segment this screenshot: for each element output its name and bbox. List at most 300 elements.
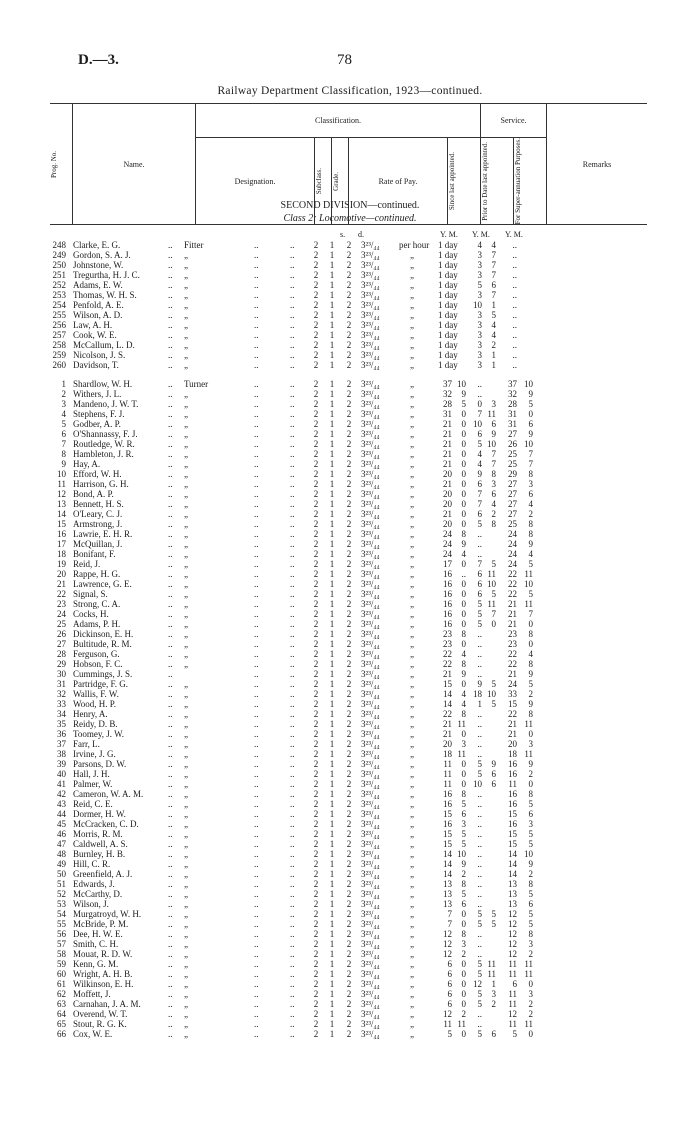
employee-name: Mouat, R. D. W. (73, 949, 133, 959)
rate-shillings: 2 (346, 429, 352, 439)
leader-dots: .. (168, 699, 173, 709)
rate-shillings: 2 (346, 389, 352, 399)
rate-unit: „ (410, 849, 414, 859)
leader-dots: .. (168, 729, 173, 739)
designation: „ (184, 439, 188, 449)
grade: 1 (329, 839, 335, 849)
rate-unit: „ (410, 310, 414, 320)
grade: 1 (329, 619, 335, 629)
leader-dots: .. (254, 529, 259, 539)
leader-dots: .. (290, 999, 295, 1009)
rate-unit: „ (410, 759, 414, 769)
service-super-years: 15 (508, 809, 517, 819)
service-prior-years: .. (477, 1019, 482, 1029)
service-since-months: 6 (461, 899, 466, 909)
rate-pence: 3²³/₄₄ (361, 419, 380, 429)
service-since-years: 16 (443, 799, 452, 809)
service-since-years: 6 (447, 979, 452, 989)
service-since-years: 18 (443, 749, 452, 759)
prog-no: 252 (52, 280, 66, 290)
service-prior-years: .. (477, 749, 482, 759)
service-since-years: 14 (443, 869, 452, 879)
employee-name: Bond, A. P. (73, 489, 114, 499)
leader-dots: .. (290, 759, 295, 769)
leader-dots: .. (168, 819, 173, 829)
leader-dots: .. (290, 1009, 295, 1019)
leader-dots: .. (290, 300, 295, 310)
designation: „ (184, 779, 188, 789)
subclass: 2 (313, 729, 319, 739)
grade: 1 (329, 829, 335, 839)
table-row (0, 350, 700, 360)
service-prior-years: 9 (477, 469, 482, 479)
service-since-years: 16 (443, 589, 452, 599)
service-super-years: .. (512, 310, 517, 320)
service-super-years: 13 (508, 879, 517, 889)
rate-shillings: 2 (346, 849, 352, 859)
service-prior-years: 3 (477, 250, 482, 260)
prog-no: 59 (57, 959, 66, 969)
service-since-last: 1 day (438, 270, 458, 280)
service-since-years: 7 (447, 909, 452, 919)
leader-dots: .. (168, 320, 173, 330)
leader-dots: .. (254, 240, 259, 250)
leader-dots: .. (254, 789, 259, 799)
service-since-months: 0 (461, 619, 466, 629)
leader-dots: .. (254, 799, 259, 809)
service-prior-months: 5 (491, 699, 496, 709)
rate-unit: „ (410, 789, 414, 799)
leader-dots: .. (168, 789, 173, 799)
service-prior-years: .. (477, 819, 482, 829)
grade: 1 (329, 599, 335, 609)
rate-unit: „ (410, 679, 414, 689)
service-prior-months: 3 (491, 399, 496, 409)
rate-shillings: 2 (346, 579, 352, 589)
service-since-months: 0 (461, 759, 466, 769)
service-since-months: 8 (461, 709, 466, 719)
designation: „ (184, 270, 188, 280)
leader-dots: .. (168, 489, 173, 499)
service-prior-months: 9 (491, 429, 496, 439)
service-super-years: 12 (508, 1009, 517, 1019)
service-prior-months: 3 (491, 479, 496, 489)
subclass: 2 (313, 829, 319, 839)
table-row (0, 699, 700, 709)
service-since-months: .. (461, 569, 466, 579)
designation: „ (184, 739, 188, 749)
rate-pence: 3²³/₄₄ (361, 689, 380, 699)
table-row (0, 539, 700, 549)
service-prior-years: 6 (477, 509, 482, 519)
service-since-last: 1 day (438, 280, 458, 290)
leader-dots: .. (290, 879, 295, 889)
rate-shillings: 2 (346, 759, 352, 769)
rate-unit: „ (410, 869, 414, 879)
employee-name: Adams, P. H. (73, 619, 121, 629)
table-row (0, 839, 700, 849)
subclass: 2 (313, 469, 319, 479)
rate-pence: 3²³/₄₄ (361, 619, 380, 629)
leader-dots: .. (168, 340, 173, 350)
service-super-years: 14 (508, 849, 517, 859)
prog-no: 41 (57, 779, 66, 789)
designation: „ (184, 749, 188, 759)
service-super-years: 22 (508, 569, 517, 579)
leader-dots: .. (290, 270, 295, 280)
leader-dots: .. (290, 539, 295, 549)
leader-dots: .. (168, 889, 173, 899)
service-prior-years: .. (477, 789, 482, 799)
table-row (0, 779, 700, 789)
service-super-months: 9 (528, 859, 533, 869)
employee-name: Ferguson, G. (73, 649, 120, 659)
leader-dots: .. (290, 549, 295, 559)
service-super-years: 25 (508, 519, 517, 529)
leader-dots: .. (168, 439, 173, 449)
subclass: 2 (313, 669, 319, 679)
prog-no: 5 (61, 419, 66, 429)
employee-name: Dee, H. W. E. (73, 929, 123, 939)
service-prior-years: .. (477, 1009, 482, 1019)
employee-name: Carnahan, J. A. M. (73, 999, 141, 1009)
service-super-months: 0 (528, 409, 533, 419)
table-row (0, 679, 700, 689)
leader-dots: .. (290, 489, 295, 499)
prog-no: 255 (52, 310, 66, 320)
table-row (0, 549, 700, 559)
subclass: 2 (313, 489, 319, 499)
leader-dots: .. (168, 579, 173, 589)
rate-unit: „ (410, 999, 414, 1009)
service-prior-years: 5 (477, 599, 482, 609)
leader-dots: .. (254, 439, 259, 449)
prog-no: 24 (57, 609, 66, 619)
rate-pence: 3²³/₄₄ (361, 260, 380, 270)
rate-pence: 3²³/₄₄ (361, 819, 380, 829)
prog-no: 36 (57, 729, 66, 739)
leader-dots: .. (290, 260, 295, 270)
service-since-months: 4 (461, 649, 466, 659)
employee-name: Shardlow, W. H. (73, 379, 133, 389)
service-super-years: 27 (508, 479, 517, 489)
service-super-months: 4 (528, 499, 533, 509)
service-since-years: 21 (443, 449, 452, 459)
table-row (0, 949, 700, 959)
rate-shillings: 2 (346, 639, 352, 649)
leader-dots: .. (168, 270, 173, 280)
service-super-years: 16 (508, 819, 517, 829)
rate-of-pay-header: Rate of Pay. (349, 138, 448, 225)
employee-name: Lawrence, G. E. (73, 579, 132, 589)
rate-pence: 3²³/₄₄ (361, 869, 380, 879)
rate-pence: 3²³/₄₄ (361, 859, 380, 869)
service-since-months: 3 (461, 819, 466, 829)
service-super-months: 11 (524, 959, 533, 969)
leader-dots: .. (254, 859, 259, 869)
prog-no: 51 (57, 879, 66, 889)
rate-shillings: 2 (346, 549, 352, 559)
prog-no: 44 (57, 809, 66, 819)
table-row (0, 919, 700, 929)
leader-dots: .. (290, 579, 295, 589)
service-super-months: 5 (528, 559, 533, 569)
table-row (0, 609, 700, 619)
service-prior-years: 7 (477, 409, 482, 419)
leader-dots: .. (254, 399, 259, 409)
rate-pence: 3²³/₄₄ (361, 469, 380, 479)
grade: 1 (329, 310, 335, 320)
leader-dots: .. (168, 999, 173, 1009)
designation: „ (184, 499, 188, 509)
leader-dots: .. (168, 759, 173, 769)
employee-name: Greenfield, A. J. (73, 869, 133, 879)
rate-pence: 3²³/₄₄ (361, 439, 380, 449)
rate-shillings: 2 (346, 889, 352, 899)
rate-shillings: 2 (346, 270, 352, 280)
rate-unit: „ (410, 979, 414, 989)
rate-pence: 3²³/₄₄ (361, 659, 380, 669)
employee-name: Toomey, J. W. (73, 729, 125, 739)
designation: Fitter (184, 240, 204, 250)
service-since-months: 0 (461, 469, 466, 479)
page-title: Railway Department Classification, 1923—continued. (217, 85, 483, 97)
rate-shillings: 2 (346, 899, 352, 909)
service-super-years: 21 (508, 719, 517, 729)
service-since-months: 4 (461, 699, 466, 709)
service-super-months: 0 (528, 779, 533, 789)
prog-no: 29 (57, 659, 66, 669)
subclass: 2 (313, 340, 319, 350)
table-row (0, 519, 700, 529)
leader-dots: .. (254, 360, 259, 370)
rate-shillings: 2 (346, 399, 352, 409)
leader-dots: .. (168, 310, 173, 320)
leader-dots: .. (168, 929, 173, 939)
leader-dots: .. (254, 779, 259, 789)
employee-name: Parsons, D. W. (73, 759, 127, 769)
service-since-years: 20 (443, 739, 452, 749)
table-row (0, 379, 700, 389)
prog-no: 47 (57, 839, 66, 849)
subclass: 2 (313, 889, 319, 899)
subclass: 2 (313, 819, 319, 829)
leader-dots: .. (168, 849, 173, 859)
leader-dots: .. (168, 419, 173, 429)
rate-unit: „ (410, 799, 414, 809)
leader-dots: .. (168, 909, 173, 919)
service-since-years: 21 (443, 719, 452, 729)
service-super-months: 9 (528, 539, 533, 549)
service-since-years: 13 (443, 889, 452, 899)
employee-name: Stout, R. G. K. (73, 1019, 127, 1029)
grade: 1 (329, 769, 335, 779)
service-since-months: 11 (457, 719, 466, 729)
service-prior-years: 6 (477, 589, 482, 599)
rate-pence: 3²³/₄₄ (361, 939, 380, 949)
service-super-months: 6 (528, 419, 533, 429)
leader-dots: .. (254, 429, 259, 439)
rate-unit: „ (410, 669, 414, 679)
service-prior-years: .. (477, 629, 482, 639)
subclass: 2 (313, 350, 319, 360)
leader-dots: .. (254, 389, 259, 399)
rate-pence: 3²³/₄₄ (361, 389, 380, 399)
table-row (0, 340, 700, 350)
rate-pence: 3²³/₄₄ (361, 759, 380, 769)
leader-dots: .. (254, 350, 259, 360)
leader-dots: .. (168, 1009, 173, 1019)
table-row (0, 769, 700, 779)
leader-dots: .. (254, 899, 259, 909)
service-super-years: 21 (508, 599, 517, 609)
service-prior-years: .. (477, 529, 482, 539)
service-since-months: 0 (461, 499, 466, 509)
table-row (0, 849, 700, 859)
service-prior-years: 5 (477, 959, 482, 969)
service-since-months: 0 (461, 519, 466, 529)
rate-pence: 3²³/₄₄ (361, 769, 380, 779)
service-super-months: 3 (528, 479, 533, 489)
designation: „ (184, 929, 188, 939)
leader-dots: .. (254, 569, 259, 579)
service-prior-years: 3 (477, 330, 482, 340)
service-prior-years: 10 (473, 779, 482, 789)
employee-name: Hay, A. (73, 459, 101, 469)
leader-dots: .. (254, 659, 259, 669)
service-super-years: 11 (508, 989, 517, 999)
rate-shillings: 2 (346, 679, 352, 689)
prog-no: 60 (57, 969, 66, 979)
employee-name: Caldwell, A. S. (73, 839, 128, 849)
rate-unit: „ (410, 469, 414, 479)
service-prior-months: 8 (491, 469, 496, 479)
service-prior-months: 4 (491, 320, 496, 330)
table-row (0, 579, 700, 589)
service-prior-years: .. (477, 379, 482, 389)
leader-dots: .. (254, 270, 259, 280)
service-prior-years: 3 (477, 340, 482, 350)
grade: 1 (329, 469, 335, 479)
rate-unit: „ (410, 459, 414, 469)
rate-unit: „ (410, 499, 414, 509)
service-super-months: 11 (524, 969, 533, 979)
service-prior-years: .. (477, 709, 482, 719)
designation: „ (184, 569, 188, 579)
subclass: 2 (313, 919, 319, 929)
grade: 1 (329, 639, 335, 649)
table-row (0, 969, 700, 979)
service-since-years: 21 (443, 669, 452, 679)
leader-dots: .. (290, 619, 295, 629)
service-super-years: .. (512, 250, 517, 260)
rate-pence: 3²³/₄₄ (361, 539, 380, 549)
service-since-months: 8 (461, 789, 466, 799)
service-super-months: 2 (528, 999, 533, 1009)
leader-dots: .. (290, 569, 295, 579)
prog-no: 259 (52, 350, 66, 360)
service-prior-years: .. (477, 739, 482, 749)
grade: 1 (329, 1029, 335, 1039)
designation: „ (184, 419, 188, 429)
service-prior-years: 5 (477, 619, 482, 629)
grade: 1 (329, 409, 335, 419)
service-since-months: 0 (461, 779, 466, 789)
service-since-years: 5 (447, 1029, 452, 1039)
service-super-months: 6 (528, 809, 533, 819)
leader-dots: .. (290, 479, 295, 489)
designation: „ (184, 519, 188, 529)
rate-shillings: 2 (346, 649, 352, 659)
service-super-years: 25 (508, 449, 517, 459)
service-prior-years: 4 (477, 449, 482, 459)
prog-no: 58 (57, 949, 66, 959)
rate-unit: „ (410, 809, 414, 819)
table-row (0, 639, 700, 649)
grade: 1 (329, 270, 335, 280)
leader-dots: .. (254, 979, 259, 989)
leader-dots: .. (168, 869, 173, 879)
rate-pence: 3²³/₄₄ (361, 929, 380, 939)
rate-unit: „ (410, 859, 414, 869)
service-since-years: 16 (443, 569, 452, 579)
subclass: 2 (313, 999, 319, 1009)
service-since-last: 1 day (438, 320, 458, 330)
service-super-years: 11 (508, 969, 517, 979)
designation: „ (184, 599, 188, 609)
subclass: 2 (313, 449, 319, 459)
rate-unit: „ (410, 399, 414, 409)
leader-dots: .. (168, 409, 173, 419)
employee-name: Strong, C. A. (73, 599, 121, 609)
subclass: 2 (313, 709, 319, 719)
service-prior-years: .. (477, 869, 482, 879)
leader-dots: .. (168, 989, 173, 999)
rate-shillings: 2 (346, 929, 352, 939)
rate-unit: „ (410, 260, 414, 270)
employee-name: McQuillan, J. (73, 539, 123, 549)
service-prior-years: .. (477, 949, 482, 959)
employee-name: Hobson, F. C. (73, 659, 123, 669)
employee-name: Morris, R. M. (73, 829, 123, 839)
service-since-months: 11 (457, 749, 466, 759)
leader-dots: .. (254, 469, 259, 479)
service-prior-months: 4 (491, 499, 496, 509)
service-super-months: 5 (528, 679, 533, 689)
table-row (0, 789, 700, 799)
leader-dots: .. (254, 379, 259, 389)
designation: „ (184, 549, 188, 559)
subclass: 2 (313, 779, 319, 789)
leader-dots: .. (168, 260, 173, 270)
rate-unit: „ (410, 429, 414, 439)
leader-dots: .. (254, 869, 259, 879)
rate-shillings: 2 (346, 829, 352, 839)
leader-dots: .. (168, 330, 173, 340)
designation: „ (184, 969, 188, 979)
service-prior-years: 5 (477, 1029, 482, 1039)
page-number: 78 (337, 52, 352, 68)
leader-dots: .. (168, 379, 173, 389)
grade: 1 (329, 1019, 335, 1029)
employee-name: Hambleton, J. R. (73, 449, 134, 459)
service-super-months: 5 (528, 829, 533, 839)
leader-dots: .. (290, 439, 295, 449)
service-since-years: 13 (443, 899, 452, 909)
service-since-months: 5 (461, 839, 466, 849)
service-super-months: 2 (528, 769, 533, 779)
service-since-years: 12 (443, 949, 452, 959)
